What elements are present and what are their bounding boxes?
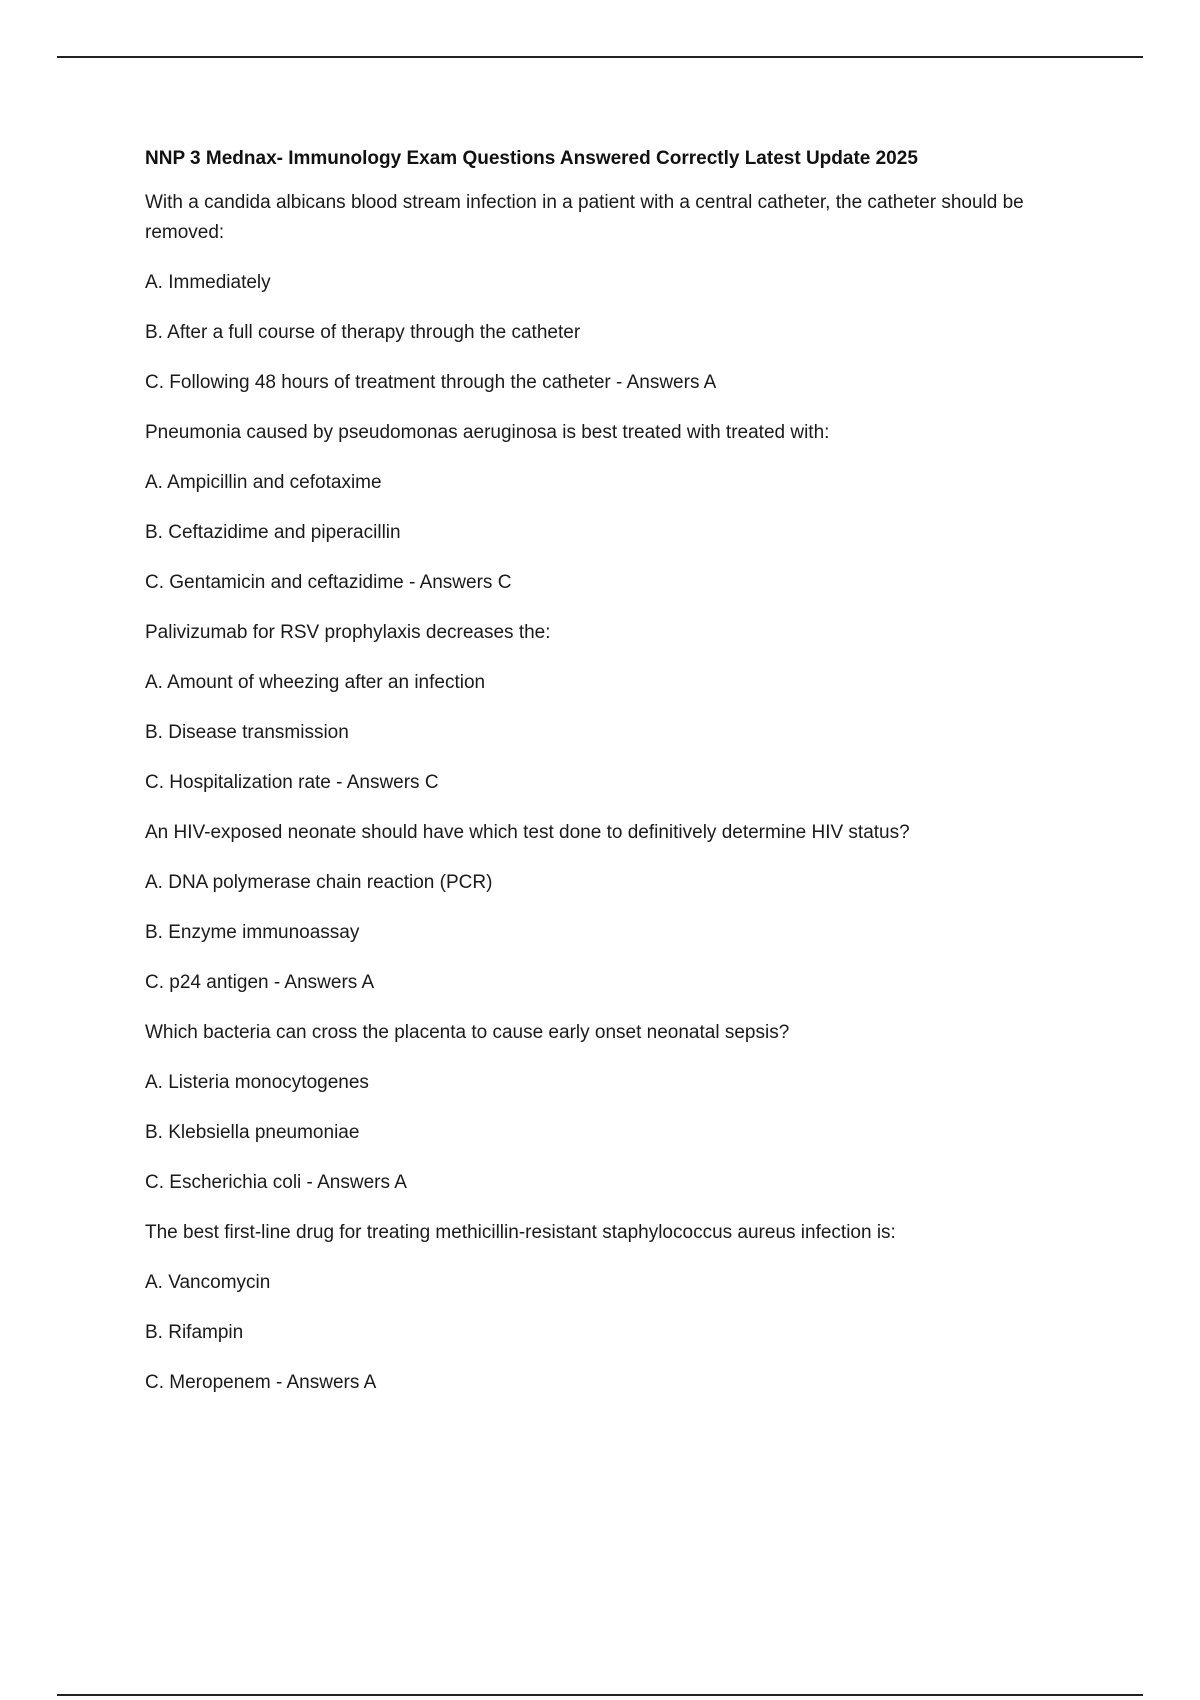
question-5-text: Which bacteria can cross the placenta to cause early onset neonatal sepsis? [145, 1022, 790, 1043]
question-3-option-c: C. Hospitalization rate - Answers C [145, 772, 439, 793]
question-5-option-c: C. Escherichia coli - Answers A [145, 1172, 407, 1193]
bottom-rule [57, 1694, 1143, 1696]
document-body [145, 146, 1085, 1418]
question-6-option-c: C. Meropenem - Answers A [145, 1372, 377, 1393]
question-4-option-c: C. p24 antigen - Answers A [145, 972, 375, 993]
question-4-text: An HIV-exposed neonate should have which test done to definitively determine HIV status? [145, 822, 910, 843]
question-6-option-a: A. Vancomycin [145, 1272, 271, 1293]
question-2-option-b: B. Ceftazidime and piperacillin [145, 522, 401, 543]
question-3-option-a: A. Amount of wheezing after an infection [145, 672, 486, 693]
question-1-option-b: B. After a full course of therapy through the catheter [145, 322, 581, 343]
question-2-option-c: C. Gentamicin and ceftazidime - Answers C [145, 572, 512, 593]
question-2-text: Pneumonia caused by pseudomonas aeruginosa is best treated with treated with: [145, 422, 830, 443]
top-rule [57, 56, 1143, 58]
question-2-option-a: A. Ampicillin and cefotaxime [145, 472, 382, 493]
question-4-option-b: B. Enzyme immunoassay [145, 922, 360, 943]
question-5-option-a: A. Listeria monocytogenes [145, 1072, 369, 1093]
question-1-option-c: C. Following 48 hours of treatment through the catheter - Answers A [145, 372, 717, 393]
question-1-option-a: A. Immediately [145, 272, 271, 293]
question-3-option-b: B. Disease transmission [145, 722, 349, 743]
question-6-option-b: B. Rifampin [145, 1322, 244, 1343]
question-1-text: With a candida albicans blood stream infection in a patient with a central catheter, the catheter should be removed: [145, 192, 1024, 243]
document-title: NNP 3 Mednax- Immunology Exam Questions Answered Correctly Latest Update 2025 [145, 148, 918, 169]
question-3-text: Palivizumab for RSV prophylaxis decreases the: [145, 622, 551, 643]
question-5-option-b: B. Klebsiella pneumoniae [145, 1122, 360, 1143]
question-4-option-a: A. DNA polymerase chain reaction (PCR) [145, 872, 493, 893]
question-6-text: The best first-line drug for treating methicillin-resistant staphylococcus aureus infection is: [145, 1222, 896, 1243]
